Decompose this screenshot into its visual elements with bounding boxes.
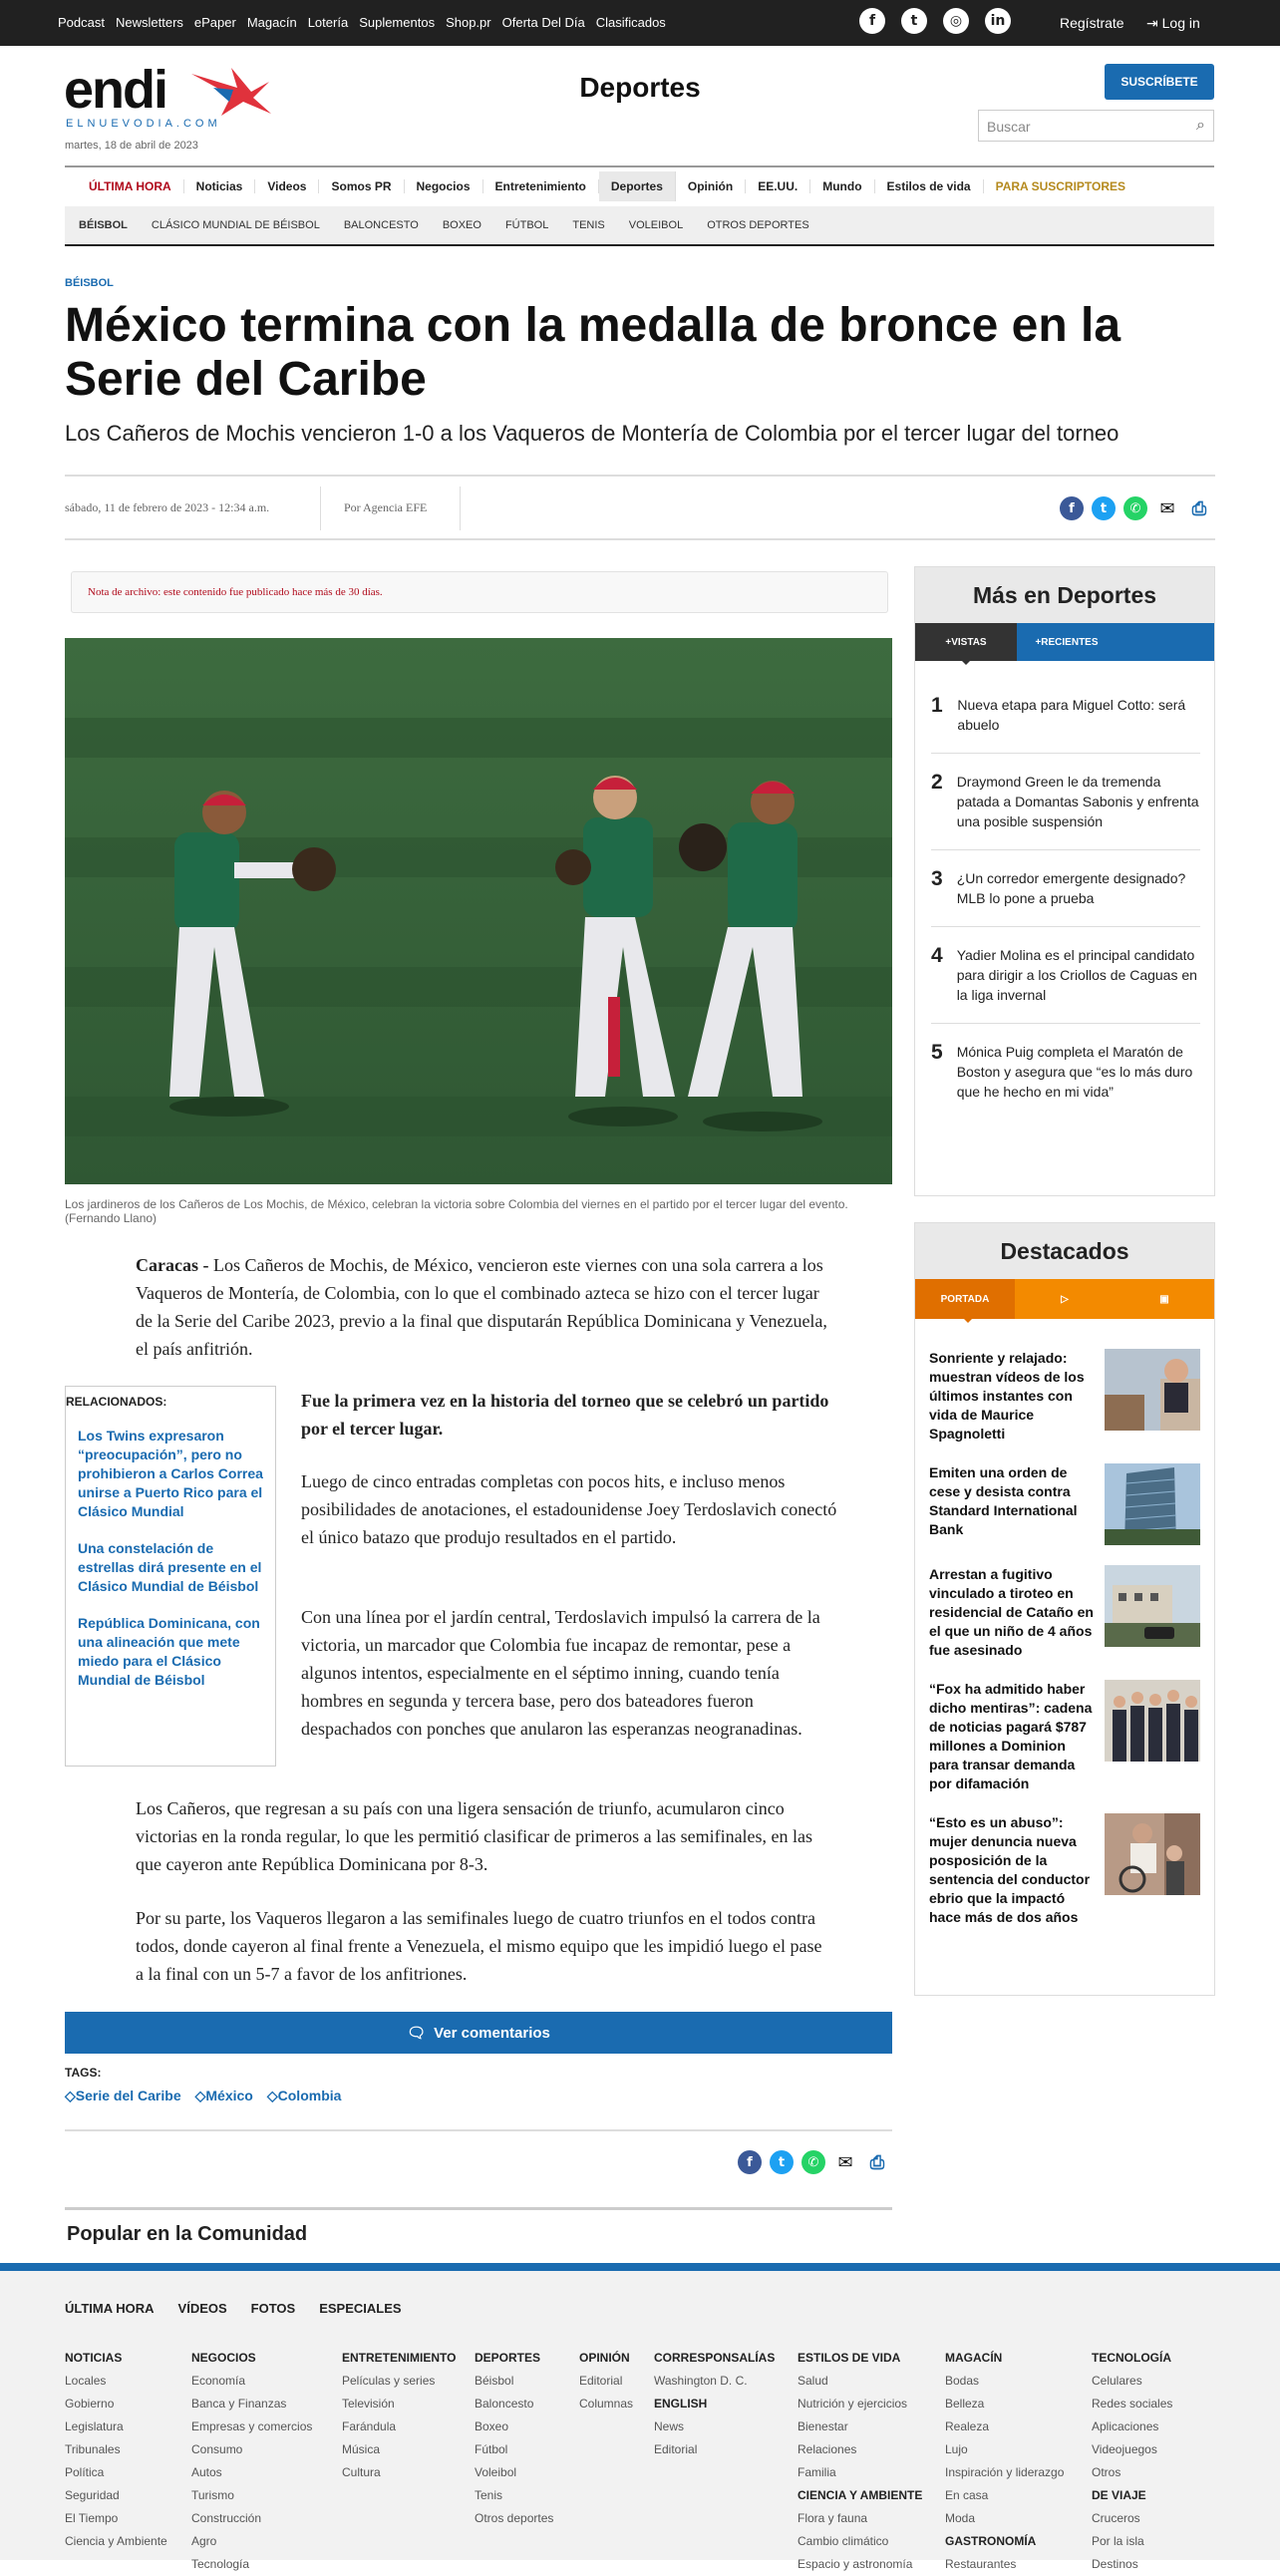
ranked-item[interactable] <box>931 850 1200 927</box>
nav-suscriptores[interactable]: PARA SUSCRIPTORES <box>995 179 1126 193</box>
footer-nav-link[interactable]: VÍDEOS <box>177 2301 227 2316</box>
subnav-clasico[interactable]: CLÁSICO MUNDIAL DE BÉISBOL <box>151 219 320 231</box>
share-bar-bottom <box>738 2150 889 2174</box>
footer-link[interactable]: Fútbol <box>475 2442 508 2456</box>
featured-title: “Esto es un abuso”: mujer denuncia nueva posposición de la sentencia del conductor ebrio que la impactó hace más de dos años <box>929 1814 1091 1925</box>
related-link[interactable]: República Dominicana, con una alineación que mete miedo para el Clásico Mundial de Béisbol <box>78 1615 260 1688</box>
ranked-item[interactable] <box>931 661 1200 754</box>
article-dek: Los Cañeros de Mochis vencieron 1-0 a los Vaqueros de Montería de Colombia por el tercer lugar del torneo <box>65 421 1120 446</box>
footer-link[interactable]: Cruceros <box>1092 2511 1140 2525</box>
share-facebook-icon[interactable]: f <box>1060 496 1084 520</box>
article-kicker[interactable]: BÉISBOL <box>65 277 114 289</box>
footer-link[interactable]: Baloncesto <box>475 2397 534 2411</box>
nav-estilos-de-vida[interactable]: Estilos de vida <box>875 179 984 193</box>
tag-label: México <box>205 2088 253 2103</box>
divider <box>65 2129 892 2131</box>
top-links <box>58 15 666 30</box>
linkedin-icon[interactable]: in <box>985 8 1011 34</box>
footer-link[interactable]: Bodas <box>945 2374 980 2388</box>
footer-link[interactable]: Política <box>65 2465 105 2479</box>
tag-link[interactable] <box>267 2088 342 2104</box>
footer-link[interactable]: Espacio y astronomía <box>798 2557 913 2571</box>
ranked-item[interactable] <box>931 754 1200 850</box>
article-highlight: Fue la primera vez en la historia del torneo que se celebró un partido por el tercer lugar. <box>301 1391 829 1439</box>
footer-link[interactable]: Agro <box>191 2534 217 2548</box>
subnav-tenis[interactable]: TENIS <box>572 219 605 231</box>
sub-nav <box>65 206 1214 246</box>
footer-link[interactable]: Moda <box>945 2511 976 2525</box>
article-paragraph: Por su parte, los Vaqueros llegaron a las semifinales luego de cuatro triunfos en el todos contra todos, donde cayeron al final frente a Venezuela, el mismo equipo que les impidió luego el pase a la final con un 5-7 a favor de los anfitriones. <box>136 1908 822 1984</box>
popular-heading: Popular en la Comunidad <box>67 2223 308 2245</box>
footer-link[interactable]: Ciencia y Ambiente <box>65 2534 167 2548</box>
footer-link[interactable]: Autos <box>191 2465 222 2479</box>
archive-notice: Nota de archivo: este contenido fue publicado hace más de 30 días. <box>71 571 888 613</box>
footer-link[interactable]: Belleza <box>945 2397 985 2411</box>
footer-column-heading[interactable]: ENTRETENIMIENTO <box>342 2351 457 2365</box>
footer-column-heading[interactable]: CORRESPONSALÍAS <box>654 2351 776 2365</box>
article-headline: México termina con la medalla de bronce en la Serie del Caribe <box>65 299 1121 406</box>
facebook-icon[interactable]: f <box>859 8 885 34</box>
subnav-baloncesto[interactable]: BALONCESTO <box>343 219 419 231</box>
nav-negocios[interactable]: Negocios <box>405 179 483 193</box>
nav-opinion[interactable]: Opinión <box>676 179 746 193</box>
ranked-item[interactable] <box>931 927 1200 1024</box>
footer-link[interactable]: Seguridad <box>65 2488 120 2502</box>
ranked-item[interactable] <box>931 1024 1200 1120</box>
paragraph-text: Los Cañeros de Mochis, de México, vencieron este viernes con una sola carrera a los Vaqueros de Montería, de Colombia, con lo que el combinado azteca se hizo con el tercer lugar de la Serie del Caribe 2023, previo a la final que disputarán República Dominicana y Venezuela, el país anfitrión. <box>136 1255 827 1359</box>
footer-link[interactable]: Videojuegos <box>1092 2442 1157 2456</box>
footer-link[interactable]: Aplicaciones <box>1092 2419 1159 2433</box>
nav-eeuu[interactable]: EE.UU. <box>746 179 810 193</box>
footer-column <box>65 2347 167 2553</box>
footer-link[interactable]: El Tiempo <box>65 2511 119 2525</box>
tag-icon: ◇ <box>65 2088 76 2103</box>
footer-column <box>342 2347 456 2484</box>
article-paragraph <box>136 1251 833 1363</box>
article-meta <box>65 475 1215 540</box>
footer-link[interactable]: Voleibol <box>475 2465 517 2479</box>
footer-link[interactable]: Cambio climático <box>798 2534 889 2548</box>
featured-item[interactable] <box>915 1680 1214 1793</box>
rank-number: 4 <box>931 944 943 967</box>
tags-label: TAGS: <box>65 2066 102 2080</box>
more-in-sports-widget <box>914 566 1215 1196</box>
footer-column <box>1092 2347 1172 2576</box>
nav-videos[interactable]: Videos <box>255 179 319 193</box>
print-icon[interactable]: ⎙ <box>869 2151 885 2173</box>
footer-column <box>654 2347 775 2461</box>
login-label: Log in <box>1161 15 1200 31</box>
footer-link[interactable]: En casa <box>945 2488 989 2502</box>
rank-title: ¿Un corredor emergente designado? MLB lo pone a prueba <box>956 870 1186 906</box>
meta-divider <box>460 486 461 530</box>
footer-link[interactable]: Washington D. C. <box>654 2374 748 2388</box>
featured-title: Sonriente y relajado: muestran vídeos de los últimos instantes con vida de Maurice Spagnoletti <box>929 1350 1085 1442</box>
footer-column-heading[interactable]: DEPORTES <box>475 2351 541 2365</box>
footer-link[interactable]: Construcción <box>191 2511 262 2525</box>
footer-link[interactable]: News <box>654 2419 685 2433</box>
footer-column-heading[interactable]: TECNOLOGÍA <box>1092 2351 1171 2365</box>
rank-number: 1 <box>931 694 943 717</box>
dateline: Caracas - <box>136 1255 213 1275</box>
rank-number: 2 <box>931 771 943 794</box>
widget-tabs <box>915 623 1214 661</box>
top-link-suplementos[interactable]: Suplementos <box>359 15 436 30</box>
featured-thumbnail <box>1105 1680 1200 1762</box>
footer-link[interactable]: Salud <box>798 2374 828 2388</box>
footer-link[interactable]: Realeza <box>945 2419 990 2433</box>
divider <box>65 2207 892 2210</box>
photo-caption: Los jardineros de los Cañeros de Los Mochis, de México, celebran la victoria sobre Colombia del viernes en el partido por el tercer lugar del evento. (Fernando Llano) <box>65 1197 848 1225</box>
instagram-icon[interactable]: ◎ <box>943 8 969 34</box>
nav-somos-pr[interactable]: Somos PR <box>319 179 404 193</box>
tab-recent[interactable]: +RECIENTES <box>1035 636 1099 648</box>
tag-icon: ◇ <box>194 2088 206 2103</box>
footer-column-heading[interactable]: ESTILOS DE VIDA <box>798 2351 901 2365</box>
footer-link[interactable]: Nutrición y ejercicios <box>798 2397 908 2411</box>
tag-label: Colombia <box>277 2088 342 2103</box>
footer-nav-link[interactable]: ÚLTIMA HORA <box>65 2301 155 2316</box>
top-bar <box>0 0 1280 46</box>
footer-link[interactable]: Béisbol <box>475 2374 514 2388</box>
featured-item[interactable] <box>915 1349 1214 1444</box>
footer-link[interactable]: Locales <box>65 2374 107 2388</box>
featured-title: Emiten una orden de cese y desista contra Standard International Bank <box>929 1464 1078 1537</box>
print-icon[interactable]: ⎙ <box>1191 497 1207 519</box>
article-paragraph: Los Cañeros, que regresan a su país con una ligera sensación de triunfo, acumularon cinco victorias en la ronda regular, lo que les permitió clasificar de primeros a las semifinales, en las que cayeron ante República Dominicana por 8-3. <box>136 1798 813 1874</box>
related-title: RELACIONADOS: <box>66 1395 167 1409</box>
footer-link[interactable]: Por la isla <box>1092 2534 1144 2548</box>
photo-illustration <box>65 638 892 1184</box>
footer-link[interactable]: Relaciones <box>798 2442 857 2456</box>
footer-column <box>475 2347 553 2530</box>
footer-link[interactable]: Legislatura <box>65 2419 124 2433</box>
footer-link[interactable]: Televisión <box>342 2397 395 2411</box>
nav-ultima-hora[interactable]: ÚLTIMA HORA <box>77 179 184 193</box>
rank-title: Nueva etapa para Miguel Cotto: será abuelo <box>957 697 1186 733</box>
search-input[interactable] <box>978 110 1214 142</box>
section-title: Deportes <box>579 72 701 103</box>
login-link[interactable] <box>1146 15 1200 32</box>
footer-link[interactable]: Flora y fauna <box>798 2511 868 2525</box>
photo-icon[interactable]: ▣ <box>1159 1293 1169 1305</box>
tag-link[interactable] <box>195 2088 253 2104</box>
rank-title: Yadier Molina es el principal candidato para dirigir a los Criollos de Caguas en la liga invernal <box>956 947 1197 1003</box>
footer-link[interactable]: Gobierno <box>65 2397 115 2411</box>
rank-title: Draymond Green le da tremenda patada a Domantas Sabonis y enfrenta una posible suspensión <box>956 774 1199 829</box>
footer-column <box>191 2347 312 2576</box>
footer-link[interactable]: Otros <box>1092 2465 1121 2479</box>
featured-item[interactable] <box>915 1813 1214 1927</box>
subnav-voleibol[interactable]: VOLEIBOL <box>628 219 684 231</box>
featured-thumbnail <box>1105 1349 1200 1431</box>
rank-number: 5 <box>931 1041 943 1064</box>
share-bar-top <box>1060 496 1211 520</box>
article-photo <box>65 638 892 1184</box>
share-email-icon[interactable]: ✉ <box>837 2151 853 2173</box>
nav-noticias[interactable]: Noticias <box>184 179 256 193</box>
social-links <box>859 8 1011 34</box>
top-link-magacin[interactable]: Magacín <box>246 15 297 30</box>
footer-column <box>945 2347 1064 2576</box>
rank-number: 3 <box>931 867 943 890</box>
article-date: sábado, 11 de febrero de 2023 - 12:34 a.m. <box>65 500 270 514</box>
current-date: martes, 18 de abril de 2023 <box>65 140 198 152</box>
top-link-oferta[interactable]: Oferta Del Día <box>501 15 585 30</box>
footer-link[interactable]: Columnas <box>579 2397 634 2411</box>
featured-widget <box>914 1222 1215 1996</box>
widget-title: Más en Deportes <box>915 567 1214 623</box>
footer-link[interactable]: Celulares <box>1092 2374 1142 2388</box>
footer-link[interactable]: Restaurantes <box>945 2557 1017 2571</box>
tag-list <box>65 2088 341 2104</box>
footer-link[interactable]: Turismo <box>191 2488 234 2502</box>
subnav-boxeo[interactable]: BOXEO <box>442 219 481 231</box>
search-placeholder: Buscar <box>987 119 1031 135</box>
footer-link[interactable]: Otros deportes <box>475 2511 554 2525</box>
footer-link[interactable]: Familia <box>798 2465 836 2479</box>
login-icon: ⇥ <box>1146 15 1162 31</box>
comment-icon: 🗨 <box>407 2025 427 2042</box>
nav-entretenimiento[interactable]: Entretenimiento <box>483 179 599 193</box>
footer-link[interactable]: Banca y Finanzas <box>191 2397 287 2411</box>
footer-link[interactable]: Música <box>342 2442 381 2456</box>
footer-nav-link[interactable]: FOTOS <box>250 2301 296 2316</box>
footer-link[interactable]: Consumo <box>191 2442 243 2456</box>
tab-portada[interactable]: PORTADA <box>915 1279 1015 1319</box>
footer-link[interactable]: Inspiración y liderazgo <box>945 2465 1065 2479</box>
nav-mundo[interactable]: Mundo <box>810 179 874 193</box>
article-paragraph: Con una línea por el jardín central, Terdoslavich impulsó la carrera de la victoria, un marcador que Colombia fue incapaz de remontar, pese a algunos intentos, especialmente en el séptimo inning, cuando tenía hombres en segunda y tercera base, pero dos bateadores fueron despachados con ponches que anularon las esperanzas neogranadinas. <box>301 1607 820 1739</box>
featured-thumbnail <box>1105 1565 1200 1647</box>
footer-link[interactable]: Películas y series <box>342 2374 436 2388</box>
footer-column-heading[interactable]: MAGACÍN <box>945 2351 1003 2365</box>
top-link-shop[interactable]: Shop.pr <box>446 15 491 30</box>
video-icon[interactable]: ▷ <box>1061 1293 1069 1305</box>
meta-divider <box>320 486 321 530</box>
footer-link[interactable]: Tenis <box>475 2488 503 2502</box>
share-whatsapp-icon[interactable]: ✆ <box>801 2150 825 2174</box>
top-link-newsletters[interactable]: Newsletters <box>115 15 183 30</box>
nav-deportes[interactable]: Deportes <box>599 171 676 201</box>
footer-column <box>798 2347 922 2576</box>
footer-column-heading[interactable]: NEGOCIOS <box>191 2351 256 2365</box>
subnav-otros[interactable]: OTROS DEPORTES <box>707 219 809 231</box>
related-link[interactable]: Los Twins expresaron “preocupación”, pero no prohibieron a Carlos Correa unirse a Puerto Rico para el Clásico Mundial <box>78 1428 263 1519</box>
tag-link[interactable] <box>65 2088 181 2104</box>
comments-label: Ver comentarios <box>434 2024 550 2042</box>
top-link-clasificados[interactable]: Clasificados <box>595 15 666 30</box>
subnav-futbol[interactable]: FÚTBOL <box>504 219 549 231</box>
ranked-list <box>915 661 1214 1120</box>
footer-link[interactable]: Empresas y comercios <box>191 2419 313 2433</box>
top-link-epaper[interactable]: ePaper <box>193 15 236 30</box>
top-link-podcast[interactable]: Podcast <box>58 15 105 30</box>
tag-label: Serie del Caribe <box>75 2088 181 2103</box>
featured-thumbnail <box>1105 1813 1200 1895</box>
featured-title: Arrestan a fugitivo vinculado a tiroteo en residencial de Cataño en el que un niño de 4 años fue asesinado <box>929 1566 1094 1658</box>
tab-most-viewed[interactable]: +VISTAS <box>915 623 1017 661</box>
rank-title: Mónica Puig completa el Maratón de Boston y asegura que “es lo más duro que he hecho en mi vida” <box>956 1044 1193 1100</box>
footer-column-heading[interactable]: CIENCIA Y AMBIENTE <box>798 2488 923 2502</box>
footer-link[interactable]: Boxeo <box>475 2419 509 2433</box>
footer-column <box>579 2347 633 2415</box>
related-link[interactable]: Una constelación de estrellas dirá presente en el Clásico Mundial de Béisbol <box>78 1540 262 1594</box>
footer-link[interactable]: Lujo <box>945 2442 968 2456</box>
share-email-icon[interactable]: ✉ <box>1159 497 1175 519</box>
main-nav <box>65 165 1214 205</box>
tag-icon: ◇ <box>266 2088 278 2103</box>
share-twitter-icon[interactable]: t <box>770 2150 794 2174</box>
share-facebook-icon[interactable]: f <box>738 2150 762 2174</box>
logo-wordmark: endi <box>64 60 167 120</box>
footer-column-heading[interactable]: GASTRONOMÍA <box>945 2534 1037 2548</box>
footer-link[interactable]: Bienestar <box>798 2419 848 2433</box>
featured-tabs <box>915 1279 1214 1319</box>
related-box <box>65 1386 276 1767</box>
top-link-loteria[interactable]: Lotería <box>307 15 349 30</box>
footer-link[interactable]: Cultura <box>342 2465 381 2479</box>
site-footer <box>0 2263 1280 2571</box>
twitter-icon[interactable]: t <box>901 8 927 34</box>
widget-title: Destacados <box>915 1223 1214 1279</box>
footer-link[interactable]: Redes sociales <box>1092 2397 1173 2411</box>
subscribe-button[interactable]: SUSCRÍBETE <box>1105 64 1214 100</box>
article-paragraph: Luego de cinco entradas completas con pocos hits, e incluso menos posibilidades de anotaciones, el estadounidense Joey Terdoslavich conectó el único batazo que produjo resultados en el partido. <box>301 1471 837 1547</box>
footer-link[interactable]: Destinos <box>1092 2557 1138 2571</box>
footer-column-heading[interactable]: DE VIAJE <box>1092 2488 1146 2502</box>
featured-thumbnail <box>1105 1463 1200 1545</box>
comments-button[interactable] <box>65 2012 892 2054</box>
share-twitter-icon[interactable]: t <box>1092 496 1116 520</box>
featured-title: “Fox ha admitido haber dicho mentiras”: cadena de noticias pagará $787 millones a Dominion para transar demanda por difamación <box>929 1681 1093 1791</box>
footer-link[interactable]: Tribunales <box>65 2442 121 2456</box>
register-link[interactable]: Regístrate <box>1060 15 1124 31</box>
share-whatsapp-icon[interactable]: ✆ <box>1123 496 1147 520</box>
featured-item[interactable] <box>915 1463 1214 1545</box>
featured-item[interactable] <box>915 1565 1214 1660</box>
footer-column-heading[interactable]: OPINIÓN <box>579 2351 630 2365</box>
footer-column-heading[interactable]: NOTICIAS <box>65 2351 123 2365</box>
footer-link[interactable]: Editorial <box>579 2374 623 2388</box>
logo-subtitle: ELNUEVODIA.COM <box>66 118 221 130</box>
footer-column-heading[interactable]: ENGLISH <box>654 2397 708 2411</box>
search-icon[interactable]: ⌕ <box>1196 117 1205 134</box>
footer-link[interactable]: Farándula <box>342 2419 397 2433</box>
article-byline: Por Agencia EFE <box>344 500 428 514</box>
footer-nav <box>65 2301 402 2316</box>
footer-link[interactable]: Editorial <box>654 2442 698 2456</box>
footer-nav-link[interactable]: ESPECIALES <box>319 2301 402 2316</box>
footer-link[interactable]: Economía <box>191 2374 246 2388</box>
footer-link[interactable]: Tecnología <box>191 2557 250 2571</box>
subnav-beisbol[interactable]: BÉISBOL <box>79 219 128 231</box>
